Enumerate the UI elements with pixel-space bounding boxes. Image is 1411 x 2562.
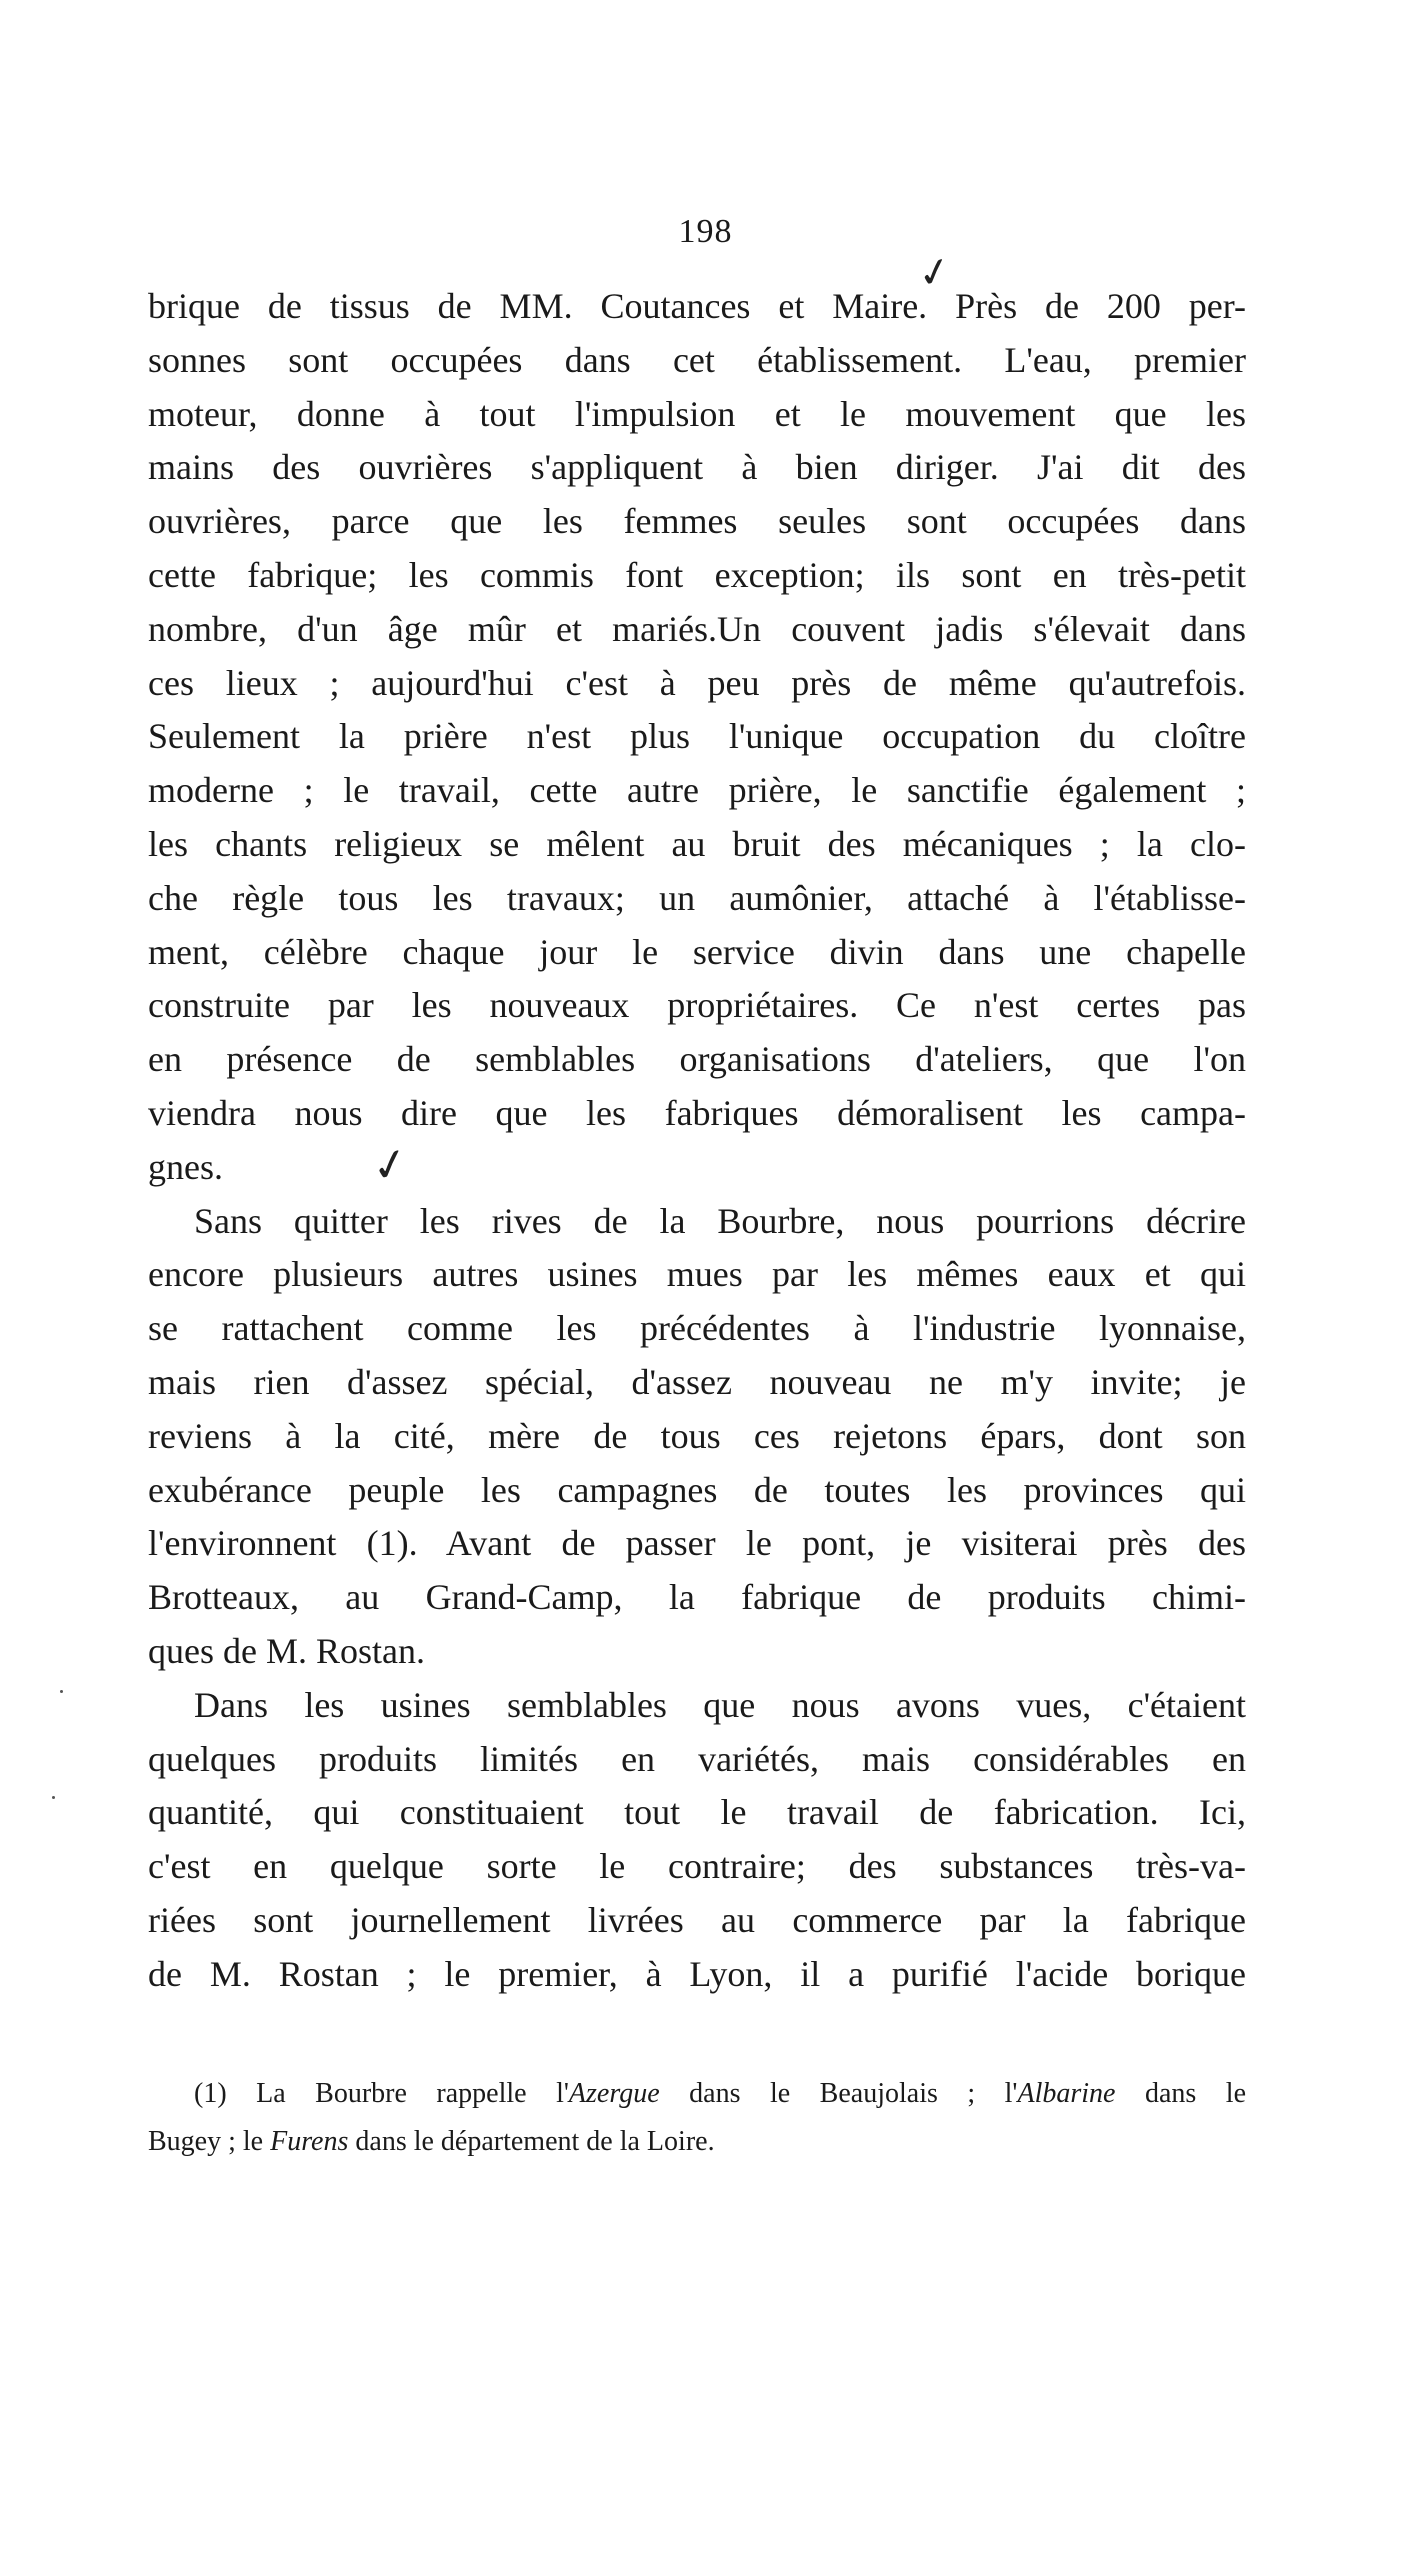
text-line: en présence de semblables organisations d'ateliers, que l'on <box>148 1039 1246 1080</box>
paper-speck <box>60 1690 63 1693</box>
text-line: quelques produits limités en variétés, mais considérables en <box>148 1738 1246 1779</box>
paragraph-1 <box>148 280 1246 1195</box>
text-line: quantité, qui constituaient tout le travail de fabrication. Ici, <box>148 1792 1246 1833</box>
text-line: nombre, d'un âge mûr et mariés.Un couvent jadis s'élevait dans <box>148 608 1246 649</box>
text-line: exubérance peuple les campagnes de toutes les provinces qui <box>148 1469 1246 1510</box>
body-text <box>148 280 1246 2002</box>
paragraph-2 <box>148 1195 1246 1679</box>
text-line: Sans quitter les rives de la Bourbre, nous pourrions décrire <box>194 1200 1246 1241</box>
text-line: riées sont journellement livrées au commerce par la fabrique <box>148 1899 1246 1940</box>
text-line: Brotteaux, au Grand-Camp, la fabrique de produits chimi- <box>148 1577 1246 1618</box>
text-line: ouvrières, parce que les femmes seules sont occupées dans <box>148 501 1246 542</box>
handwritten-check-mark-icon: ✓ <box>913 247 956 299</box>
text-line: les chants religieux se mêlent au bruit des mécaniques ; la clo- <box>148 823 1246 864</box>
text-line: Seulement la prière n'est plus l'unique occupation du cloître <box>148 716 1246 757</box>
paragraph-3 <box>148 1679 1246 2002</box>
footnote-line: Bugey ; le Furens dans le département de la Loire. <box>148 2126 715 2157</box>
text-line: se rattachent comme les précédentes à l'industrie lyonnaise, <box>148 1308 1246 1349</box>
text-line: gnes. <box>148 1146 223 1187</box>
text-line: reviens à la cité, mère de tous ces rejetons épars, dont son <box>148 1415 1246 1456</box>
footnote <box>148 2070 1246 2166</box>
text-line: c'est en quelque sorte le contraire; des substances très-va- <box>148 1846 1246 1887</box>
text-line: moteur, donne à tout l'impulsion et le mouvement que les <box>148 393 1246 434</box>
footnote-line: (1) La Bourbre rappelle l'Azergue dans le Beaujolais ; l'Albarine dans le <box>194 2078 1246 2109</box>
page-number: 198 <box>678 213 733 250</box>
text-line: viendra nous dire que les fabriques démoralisent les campa- <box>148 1092 1246 1133</box>
text-line: construite par les nouveaux propriétaires. Ce n'est certes pas <box>148 985 1246 1026</box>
text-line: mais rien d'assez spécial, d'assez nouveau ne m'y invite; je <box>148 1361 1246 1402</box>
text-line: ces lieux ; aujourd'hui c'est à peu près de même qu'autrefois. <box>148 662 1246 703</box>
text-line: de M. Rostan ; le premier, à Lyon, il a purifié l'acide borique <box>148 1953 1246 1994</box>
text-line: l'environnent (1). Avant de passer le pont, je visiterai près des <box>148 1523 1246 1564</box>
text-line: Dans les usines semblables que nous avons vues, c'étaient <box>194 1684 1246 1725</box>
text-line: brique de tissus de MM. Coutances et Maire. Près de 200 per- <box>148 286 1246 326</box>
text-line: ment, célèbre chaque jour le service divin dans une chapelle <box>148 931 1246 972</box>
text-line: sonnes sont occupées dans cet établissement. L'eau, premier <box>148 339 1246 380</box>
text-line: moderne ; le travail, cette autre prière, le sanctifie également ; <box>148 770 1246 811</box>
text-line: che règle tous les travaux; un aumônier, attaché à l'établisse- <box>148 877 1246 918</box>
handwritten-check-mark-icon: ✓ <box>367 1136 414 1195</box>
text-line: encore plusieurs autres usines mues par les mêmes eaux et qui <box>148 1254 1246 1295</box>
text-line: ques de M. Rostan. <box>148 1630 425 1671</box>
text-line: cette fabrique; les commis font exception; ils sont en très-petit <box>148 554 1246 595</box>
paper-speck <box>52 1796 55 1799</box>
text-line: mains des ouvrières s'appliquent à bien diriger. J'ai dit des <box>148 447 1246 488</box>
